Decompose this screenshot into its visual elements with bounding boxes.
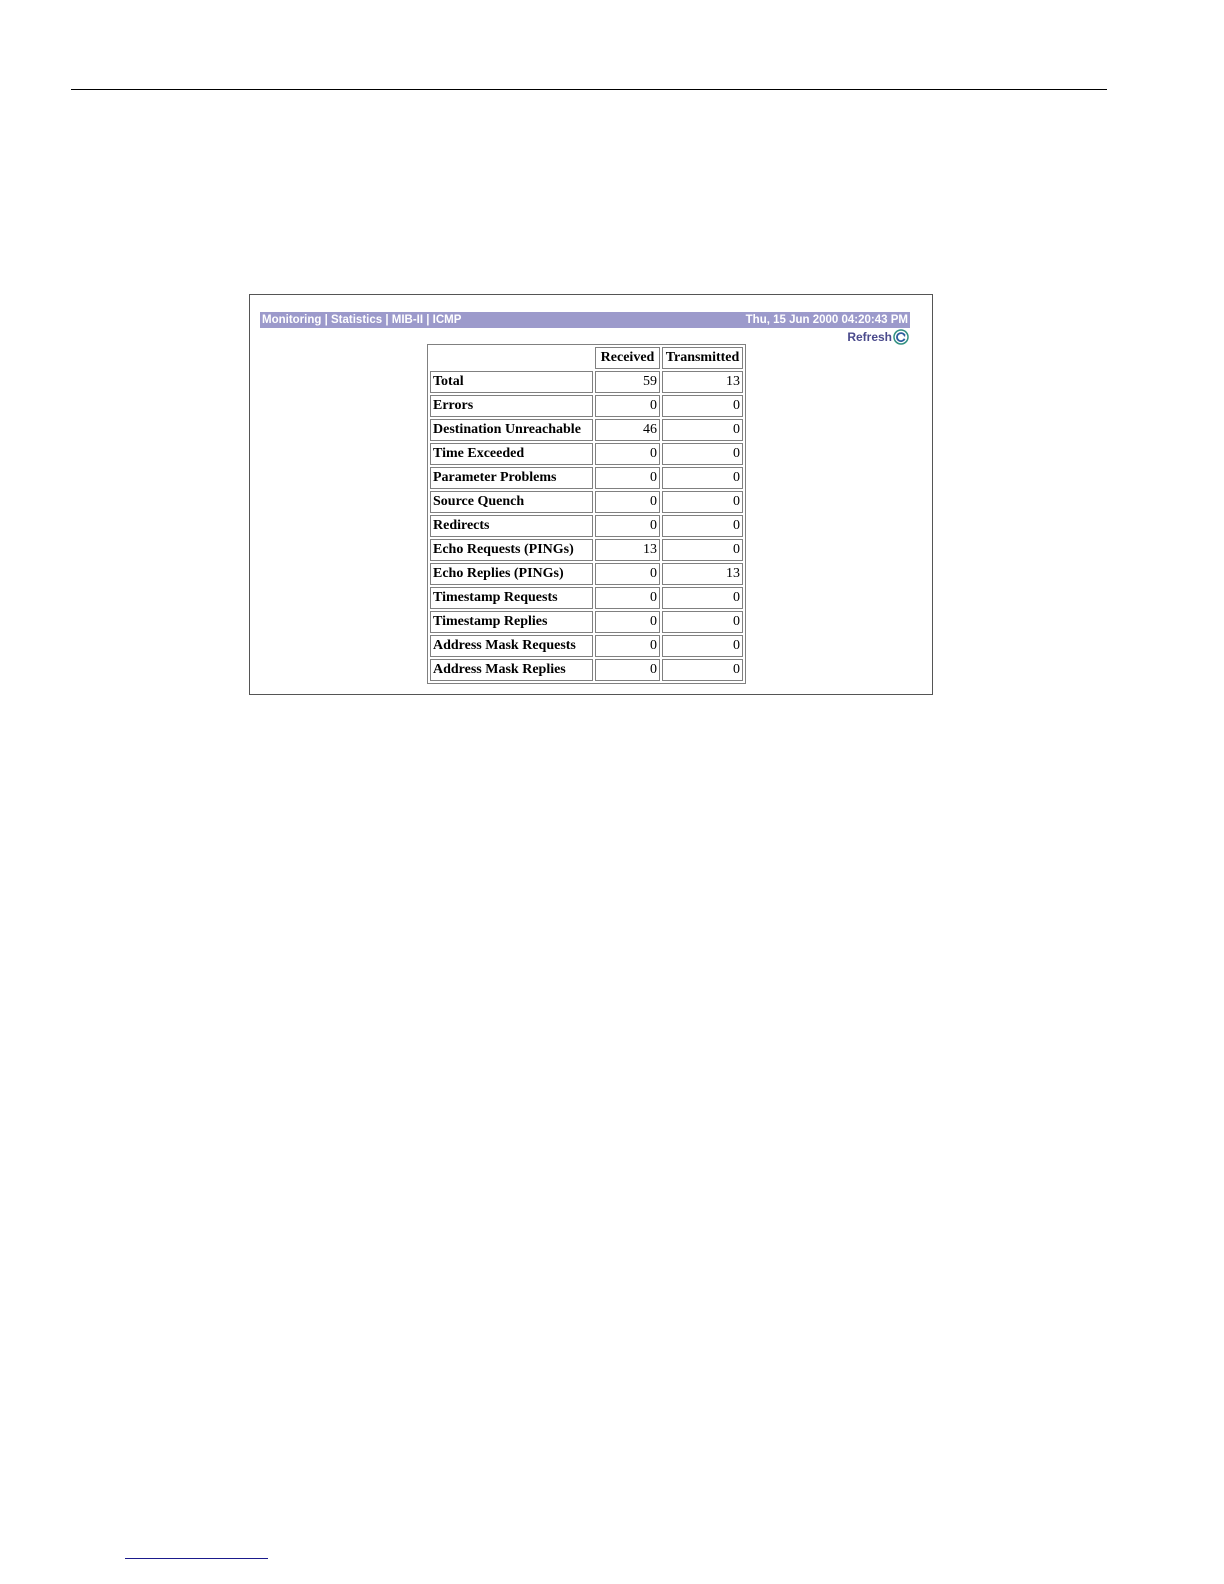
transmitted-value: 0 xyxy=(662,611,743,633)
transmitted-value: 0 xyxy=(662,659,743,681)
table-row xyxy=(430,419,743,441)
row-label: Timestamp Requests xyxy=(430,587,593,609)
table-row xyxy=(430,611,743,633)
transmitted-value: 0 xyxy=(662,443,743,465)
received-value: 0 xyxy=(595,395,660,417)
transmitted-value: 0 xyxy=(662,635,743,657)
table-row xyxy=(430,563,743,585)
table-row xyxy=(430,635,743,657)
transmitted-value: 0 xyxy=(662,539,743,561)
column-header-transmitted: Transmitted xyxy=(662,347,743,369)
page-footer-rule xyxy=(125,1558,268,1559)
transmitted-value: 0 xyxy=(662,419,743,441)
page-top-rule xyxy=(71,89,1107,90)
row-label: Parameter Problems xyxy=(430,467,593,489)
table-row xyxy=(430,443,743,465)
received-value: 0 xyxy=(595,635,660,657)
page-timestamp: Thu, 15 Jun 2000 04:20:43 PM xyxy=(745,314,908,326)
received-value: 46 xyxy=(595,419,660,441)
received-value: 13 xyxy=(595,539,660,561)
row-label: Address Mask Requests xyxy=(430,635,593,657)
table-row xyxy=(430,539,743,561)
received-value: 0 xyxy=(595,611,660,633)
transmitted-value: 0 xyxy=(662,491,743,513)
transmitted-value: 13 xyxy=(662,371,743,393)
row-label: Redirects xyxy=(430,515,593,537)
row-label: Total xyxy=(430,371,593,393)
received-value: 0 xyxy=(595,491,660,513)
row-label: Source Quench xyxy=(430,491,593,513)
transmitted-value: 0 xyxy=(662,515,743,537)
row-label: Echo Replies (PINGs) xyxy=(430,563,593,585)
received-value: 0 xyxy=(595,659,660,681)
table-row xyxy=(430,491,743,513)
row-label: Address Mask Replies xyxy=(430,659,593,681)
table-row xyxy=(430,395,743,417)
refresh-link[interactable] xyxy=(847,328,909,346)
title-bar xyxy=(260,312,910,328)
transmitted-value: 0 xyxy=(662,587,743,609)
row-label: Time Exceeded xyxy=(430,443,593,465)
table-row xyxy=(430,587,743,609)
icmp-statistics-panel xyxy=(249,294,933,695)
breadcrumb: Monitoring | Statistics | MIB-II | ICMP xyxy=(262,314,462,326)
column-header-label xyxy=(430,347,593,369)
table-row xyxy=(430,467,743,489)
received-value: 0 xyxy=(595,515,660,537)
column-header-received: Received xyxy=(595,347,660,369)
row-label: Destination Unreachable xyxy=(430,419,593,441)
row-label: Timestamp Replies xyxy=(430,611,593,633)
received-value: 0 xyxy=(595,443,660,465)
transmitted-value: 0 xyxy=(662,467,743,489)
table-row xyxy=(430,371,743,393)
transmitted-value: 0 xyxy=(662,395,743,417)
row-label: Errors xyxy=(430,395,593,417)
table-header-row xyxy=(430,347,743,369)
table-row xyxy=(430,659,743,681)
received-value: 0 xyxy=(595,467,660,489)
transmitted-value: 13 xyxy=(662,563,743,585)
received-value: 0 xyxy=(595,587,660,609)
received-value: 0 xyxy=(595,563,660,585)
refresh-label: Refresh xyxy=(847,330,892,344)
icmp-stats-table xyxy=(427,344,746,684)
received-value: 59 xyxy=(595,371,660,393)
row-label: Echo Requests (PINGs) xyxy=(430,539,593,561)
refresh-icon xyxy=(893,329,909,345)
table-row xyxy=(430,515,743,537)
